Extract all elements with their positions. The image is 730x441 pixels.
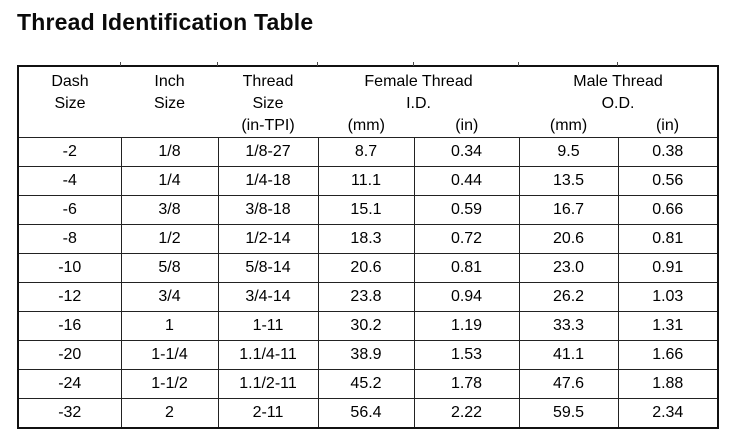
- column-border-tick: [217, 62, 218, 66]
- table-cell: 45.2: [318, 370, 414, 399]
- table-cell: 1-11: [218, 312, 318, 341]
- table-cell: 13.5: [519, 167, 618, 196]
- table-cell: 1.53: [414, 341, 519, 370]
- table-cell: 1.88: [618, 370, 718, 399]
- table-cell: 0.34: [414, 138, 519, 167]
- table-cell: 1/8-27: [218, 138, 318, 167]
- header-label: O.D.: [601, 95, 635, 112]
- table-cell: 2: [121, 399, 218, 429]
- table-cell: 3/4-14: [218, 283, 318, 312]
- table-cell: 0.94: [414, 283, 519, 312]
- column-border-tick: [413, 62, 414, 66]
- table-cell: 0.66: [618, 196, 718, 225]
- table-cell: 1/4: [121, 167, 218, 196]
- table-cell: 3/8: [121, 196, 218, 225]
- table-cell: 1.66: [618, 341, 718, 370]
- column-border-tick: [518, 62, 519, 66]
- table-row: [18, 254, 718, 283]
- table-cell: 1/2-14: [218, 225, 318, 254]
- table-row: [18, 138, 718, 167]
- table-cell: 20.6: [318, 254, 414, 283]
- table-cell: -16: [18, 312, 121, 341]
- table-cell: 1.1/2-11: [218, 370, 318, 399]
- table-cell: 30.2: [318, 312, 414, 341]
- table-cell: 2-11: [218, 399, 318, 429]
- table-row: [18, 283, 718, 312]
- table-cell: 38.9: [318, 341, 414, 370]
- col-header-thread-size: [218, 66, 318, 138]
- table-cell: 23.0: [519, 254, 618, 283]
- table-cell: 0.81: [618, 225, 718, 254]
- table-cell: 0.56: [618, 167, 718, 196]
- header-unit-mm: (mm): [347, 117, 385, 134]
- table-cell: 15.1: [318, 196, 414, 225]
- thread-table-container: [17, 65, 717, 429]
- table-cell: 0.72: [414, 225, 519, 254]
- thread-identification-table: [17, 65, 719, 429]
- table-cell: 3/4: [121, 283, 218, 312]
- table-cell: -32: [18, 399, 121, 429]
- table-cell: 8.7: [318, 138, 414, 167]
- table-cell: 1/2: [121, 225, 218, 254]
- table-cell: 1.31: [618, 312, 718, 341]
- table-cell: 56.4: [318, 399, 414, 429]
- table-cell: 0.59: [414, 196, 519, 225]
- table-cell: 11.1: [318, 167, 414, 196]
- table-row: [18, 312, 718, 341]
- table-cell: 59.5: [519, 399, 618, 429]
- table-cell: -4: [18, 167, 121, 196]
- page-title: Thread Identification Table: [17, 9, 314, 35]
- table-cell: 1.78: [414, 370, 519, 399]
- table-row: [18, 167, 718, 196]
- table-body: [18, 138, 718, 429]
- table-cell: 5/8: [121, 254, 218, 283]
- header-label: Male Thread: [573, 73, 663, 90]
- table-cell: 1/4-18: [218, 167, 318, 196]
- col-header-inch-size: [121, 66, 218, 138]
- col-header-dash-size: [18, 66, 121, 138]
- header-subunits: [318, 115, 519, 137]
- table-cell: 1.1/4-11: [218, 341, 318, 370]
- col-header-male-thread-od: [519, 66, 718, 138]
- table-cell: 9.5: [519, 138, 618, 167]
- table-row: [18, 196, 718, 225]
- header-unit-in: (in): [655, 117, 680, 134]
- table-cell: 2.22: [414, 399, 519, 429]
- header-label: (in-TPI): [241, 117, 295, 134]
- header-label: I.D.: [406, 95, 431, 112]
- table-cell: -2: [18, 138, 121, 167]
- header-label: Size: [54, 95, 86, 112]
- table-row: [18, 225, 718, 254]
- header-label: Inch: [154, 73, 185, 90]
- header-label: Size: [252, 95, 284, 112]
- table-cell: 0.38: [618, 138, 718, 167]
- table-cell: -20: [18, 341, 121, 370]
- table-cell: 47.6: [519, 370, 618, 399]
- table-cell: 1: [121, 312, 218, 341]
- col-header-female-thread-id: [318, 66, 519, 138]
- table-row: [18, 370, 718, 399]
- table-row: [18, 399, 718, 429]
- table-cell: 1/8: [121, 138, 218, 167]
- header-label: Female Thread: [364, 73, 473, 90]
- header-label: Size: [153, 95, 186, 112]
- table-cell: 23.8: [318, 283, 414, 312]
- table-cell: -8: [18, 225, 121, 254]
- table-cell: 3/8-18: [218, 196, 318, 225]
- header-label: Dash: [51, 73, 89, 90]
- table-cell: -12: [18, 283, 121, 312]
- column-border-tick: [317, 62, 318, 66]
- header-unit-in: (in): [455, 117, 479, 134]
- table-cell: 0.44: [414, 167, 519, 196]
- table-cell: 1.19: [414, 312, 519, 341]
- table-cell: 0.91: [618, 254, 718, 283]
- table-cell: 16.7: [519, 196, 618, 225]
- table-cell: 0.81: [414, 254, 519, 283]
- table-cell: -24: [18, 370, 121, 399]
- column-border-tick: [617, 62, 618, 66]
- table-cell: 1-1/4: [121, 341, 218, 370]
- table-cell: 41.1: [519, 341, 618, 370]
- table-cell: -10: [18, 254, 121, 283]
- table-cell: 33.3: [519, 312, 618, 341]
- table-cell: 1.03: [618, 283, 718, 312]
- header-unit-mm: (mm): [549, 117, 588, 134]
- table-cell: 1-1/2: [121, 370, 218, 399]
- table-cell: 20.6: [519, 225, 618, 254]
- table-cell: 18.3: [318, 225, 414, 254]
- header-row: [18, 66, 718, 138]
- header-label: Thread: [242, 73, 294, 90]
- table-cell: 26.2: [519, 283, 618, 312]
- table-cell: 2.34: [618, 399, 718, 429]
- table-cell: 5/8-14: [218, 254, 318, 283]
- header-subunits: [519, 115, 717, 137]
- table-header: [18, 66, 718, 138]
- column-border-tick: [120, 62, 121, 66]
- table-row: [18, 341, 718, 370]
- table-cell: -6: [18, 196, 121, 225]
